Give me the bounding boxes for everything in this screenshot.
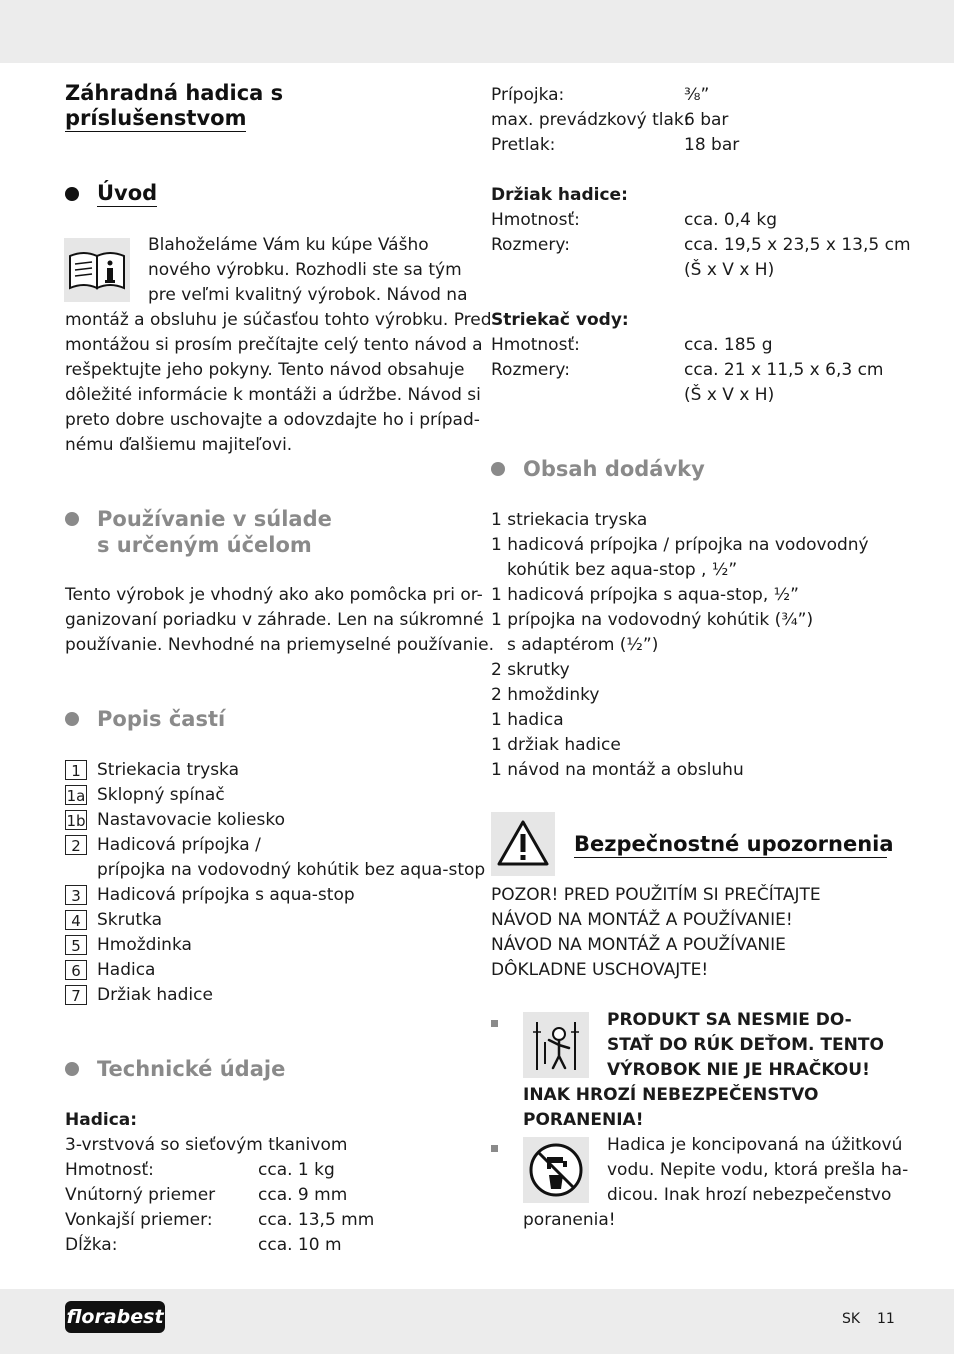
spec-value: cca. 185 g — [684, 335, 773, 355]
spec-row — [491, 383, 911, 408]
spec-value: cca. 1 kg — [258, 1160, 335, 1180]
contents-list — [491, 508, 911, 783]
warning-line: DÔKLADNE USCHOVAJTE! — [491, 960, 709, 980]
spec-value: 18 bar — [684, 135, 740, 155]
part-number: 7 — [65, 985, 87, 1005]
contents-item: 2 hmoždinky — [491, 685, 600, 705]
spec-row — [491, 258, 911, 283]
part-label: Hadica — [97, 960, 156, 980]
water-warning-line: dicou. Inak hrozí nebezpečenstvo — [607, 1185, 892, 1205]
spec-row — [491, 108, 911, 133]
spec-row — [491, 83, 911, 108]
parts-heading: Popis častí — [97, 707, 226, 731]
part-number: 1a — [66, 787, 86, 805]
warning-line: POZOR! PRED POUŽITÍM SI PREČÍTAJTE — [491, 885, 821, 905]
part-number: 5 — [65, 935, 87, 955]
part-label: Striekacia tryska — [97, 760, 240, 780]
spec-row — [65, 1158, 465, 1183]
contents-item: 1 hadicová prípojka s aqua-stop, ½” — [491, 585, 799, 605]
part-label: Skrutka — [97, 910, 163, 930]
part-number: 1 — [65, 760, 87, 780]
water-warning-line: vodu. Nepite vodu, ktorá prešla ha- — [607, 1160, 909, 1180]
part-number: 3 — [65, 885, 87, 905]
holder-specs — [491, 183, 911, 283]
spec-key: Rozmery: — [491, 360, 570, 380]
child-warning-text-full — [523, 1083, 818, 1133]
intro-line: dôležité informácie k montáži a údržbe. Návod si — [65, 385, 481, 405]
florabest-logo: florabest — [65, 1301, 165, 1333]
part-item — [65, 933, 485, 958]
page-number: 11 — [877, 1311, 895, 1327]
heading-line: s určeným účelom — [97, 533, 312, 557]
heading-line: Používanie v súlade — [97, 507, 332, 531]
spec-key: Hmotnosť: — [491, 210, 580, 230]
child-warning-icon — [523, 1012, 589, 1078]
no-drinking-water-icon — [523, 1137, 589, 1203]
child-warning-line: STAŤ DO RÚK DEŤOM. TENTO — [607, 1035, 884, 1055]
child-warning-line: VÝROBOK NIE JE HRAČKOU! — [607, 1060, 870, 1080]
spec-key: Prípojka: — [491, 85, 565, 105]
spec-row — [65, 1183, 465, 1208]
child-warning-text — [607, 1008, 884, 1083]
hose-description: 3-vrstvová so sieťovým tkanivom — [65, 1135, 348, 1155]
title-line-1: Záhradná hadica s — [65, 81, 284, 105]
text-line: ganizovaní poriadku v záhrade. Len na súkromné — [65, 610, 484, 630]
spec-key: Rozmery: — [491, 235, 570, 255]
safety-heading: Bezpečnostné upozornenia — [574, 832, 894, 856]
contents-item: 1 držiak hadice — [491, 735, 621, 755]
water-warning-text — [607, 1133, 908, 1208]
section-bullet — [491, 462, 505, 476]
intro-line: Blahoželáme Vám ku kúpe Vášho — [148, 235, 429, 255]
spec-value: cca. 19,5 x 23,5 x 13,5 cm — [684, 235, 911, 255]
water-warning-line: Hadica je koncipovaná na úžitkovú — [607, 1135, 903, 1155]
intro-line: rešpektujte jeho pokyny. Tento návod obsahuje — [65, 360, 465, 380]
spec-key: Vonkajší priemer: — [65, 1210, 213, 1230]
text-line: Tento výrobok je vhodný ako ako pomôcka pri or- — [65, 585, 483, 605]
part-number: 4 — [65, 910, 87, 930]
spec-value: cca. 9 mm — [258, 1185, 348, 1205]
spec-row — [491, 208, 911, 233]
info-book-icon — [64, 238, 130, 302]
section-bullet — [65, 1062, 79, 1076]
intro-text-wrapped — [148, 233, 468, 308]
part-item — [65, 958, 485, 983]
part-item — [65, 758, 485, 783]
spec-row — [491, 233, 911, 258]
section-bullet — [65, 512, 79, 526]
warning-line: NÁVOD NA MONTÁŽ A POUŽÍVANIE — [491, 935, 786, 955]
intended-use-heading — [97, 506, 332, 558]
spec-value: cca. 0,4 kg — [684, 210, 777, 230]
title-line-2: príslušenstvom — [65, 106, 247, 130]
spec-key: Hmotnosť: — [491, 335, 580, 355]
part-label-continued: prípojka na vodovodný kohútik bez aqua-stop — [97, 860, 486, 880]
spec-value: cca. 21 x 11,5 x 6,3 cm — [684, 360, 884, 380]
language-code: SK — [842, 1311, 861, 1327]
spec-key: Dĺžka: — [65, 1235, 118, 1255]
spec-value: ⅜” — [684, 85, 710, 105]
part-label: Sklopný spínač — [97, 785, 225, 805]
part-label: Držiak hadice — [97, 985, 213, 1005]
list-bullet-square — [491, 1020, 498, 1027]
contents-item: 1 návod na montáž a obsluhu — [491, 760, 744, 780]
spec-key: max. prevádzkový tlak: — [491, 110, 690, 130]
part-label: Hadicová prípojka s aqua-stop — [97, 885, 355, 905]
title-line-2-wrap — [65, 106, 283, 131]
part-item — [65, 883, 485, 908]
spec-row — [65, 1233, 465, 1258]
spec-row — [491, 133, 911, 158]
contents-item: 1 prípojka na vodovodný kohútik (¾”) — [491, 610, 814, 630]
spec-row — [491, 333, 911, 358]
intro-line: pre veľmi kvalitný výrobok. Návod na — [148, 285, 468, 305]
hose-specs — [65, 1108, 465, 1258]
contents-item-continued: s adaptérom (½”) — [507, 635, 659, 655]
header-band — [0, 0, 954, 63]
warning-line: NÁVOD NA MONTÁŽ A POUŽÍVANIE! — [491, 910, 793, 930]
document-title — [65, 81, 283, 131]
intro-heading: Úvod — [97, 181, 158, 205]
part-item — [65, 983, 485, 1008]
text-line: používanie. Nevhodné na priemyselné používanie. — [65, 635, 495, 655]
spec-row — [491, 358, 911, 383]
contents-item: 1 hadicová prípojka / prípojka na vodovodný — [491, 535, 869, 555]
contents-item: 1 hadica — [491, 710, 564, 730]
hose-title: Hadica: — [65, 1110, 138, 1130]
part-number: 6 — [65, 960, 87, 980]
sprayer-specs — [491, 308, 911, 408]
contents-heading: Obsah dodávky — [523, 457, 705, 481]
spec-value: (Š x V x H) — [684, 385, 775, 405]
sprayer-title: Striekač vody: — [491, 310, 629, 330]
contents-item-continued: kohútik bez aqua-stop , ½” — [507, 560, 738, 580]
connection-specs — [491, 83, 911, 158]
part-label: Hadicová prípojka / — [97, 835, 261, 855]
intro-line: montážou si prosím prečítajte celý tento návod a — [65, 335, 483, 355]
spec-value: cca. 10 m — [258, 1235, 342, 1255]
contents-item: 2 skrutky — [491, 660, 570, 680]
part-item — [65, 783, 485, 808]
child-warning-line: PRODUKT SA NESMIE DO- — [607, 1010, 852, 1030]
intro-line: preto dobre uschovajte a odovzdajte ho i prípad- — [65, 410, 480, 430]
part-item — [65, 833, 485, 883]
part-label: Hmoždinka — [97, 935, 192, 955]
part-number: 2 — [65, 835, 87, 855]
intro-text-full — [65, 308, 492, 458]
warning-triangle-icon — [491, 812, 555, 876]
intro-line: montáž a obsluhu je súčasťou tohto výrobku. Pred — [65, 310, 492, 330]
parts-list — [65, 758, 485, 1008]
spec-key: Pretlak: — [491, 135, 556, 155]
intended-use-text — [65, 583, 494, 658]
section-bullet — [65, 712, 79, 726]
part-item — [65, 808, 485, 833]
holder-title: Držiak hadice: — [491, 185, 628, 205]
spec-key: Vnútorný priemer — [65, 1185, 216, 1205]
intro-line: nového výrobku. Rozhodli ste sa tým — [148, 260, 462, 280]
section-bullet — [65, 187, 79, 201]
spec-value: (Š x V x H) — [684, 260, 775, 280]
safety-warning — [491, 883, 911, 983]
child-warning-line: INAK HROZÍ NEBEZPEČENSTVO — [523, 1085, 819, 1105]
contents-item: 1 striekacia tryska — [491, 510, 648, 530]
water-warning-text-full — [523, 1208, 616, 1233]
intro-line: nému ďalšiemu majiteľovi. — [65, 435, 293, 455]
part-label: Nastavovacie koliesko — [97, 810, 285, 830]
water-warning-line: poranenia! — [523, 1210, 616, 1230]
part-number: 1b — [66, 812, 86, 830]
part-item — [65, 908, 485, 933]
spec-key: Hmotnosť: — [65, 1160, 154, 1180]
spec-value: 6 bar — [684, 110, 729, 130]
spec-value: cca. 13,5 mm — [258, 1210, 375, 1230]
spec-row — [65, 1208, 465, 1233]
list-bullet-square — [491, 1145, 498, 1152]
technical-heading: Technické údaje — [97, 1057, 286, 1081]
child-warning-line: PORANENIA! — [523, 1110, 644, 1130]
